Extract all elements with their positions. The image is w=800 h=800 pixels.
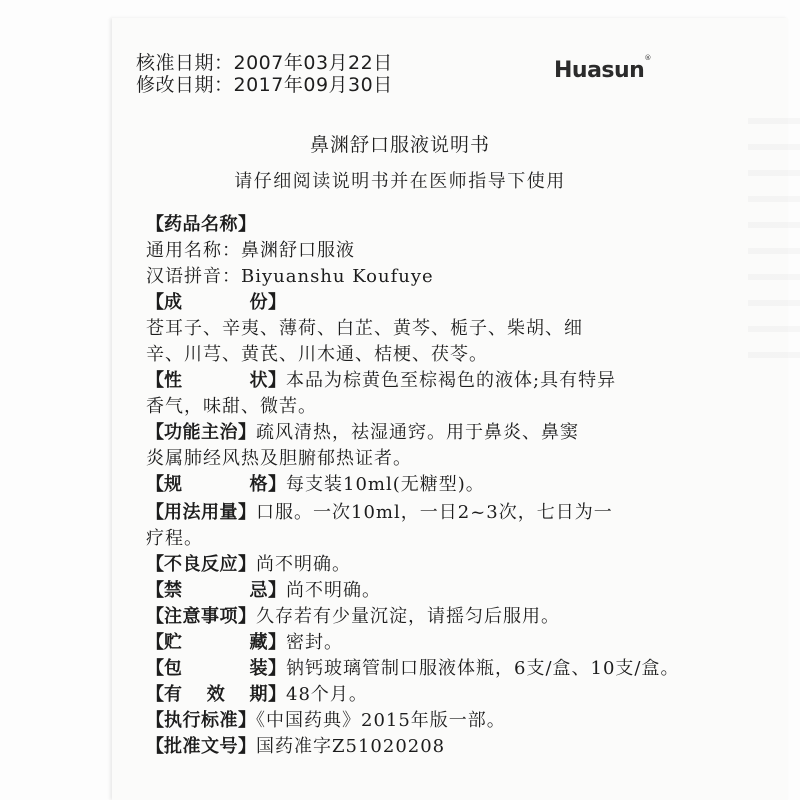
approval-date: 核准日期：2007年03月22日 [136,52,393,74]
expiry-row: 【 有 效 期 】48个月。 [146,684,368,705]
precautions-row: 【注意事项】久存若有少量沉淀，请摇匀后服用。 [146,606,560,627]
spec-value: 每支装10ml(无糖型)。 [286,474,485,495]
appearance-row: 【 性 状 】本品为棕黄色至棕褐色的液体;具有特异 [146,370,617,391]
ingredients-line-1: 苍耳子、辛夷、薄荷、白芷、黄芩、栀子、柴胡、细 [146,318,583,339]
package-row: 【 包 装 】钠钙玻璃管制口服液体瓶，6支/盒、10支/盒。 [146,658,680,679]
standard-value: 《中国药典》2015年版一部。 [256,710,506,731]
storage-row: 【 贮 藏 】密封。 [146,632,343,653]
document-subtitle: 请仔细阅读说明书并在医师指导下使用 [234,171,566,192]
brand-logo [554,54,651,83]
revision-date: 修改日期：2017年09月30日 [136,74,393,96]
generic-name: 通用名称：鼻渊舒口服液 [146,240,355,261]
dosage-row: 【用法用量】口服。一次10ml，一日2~3次，七日为一 [146,502,613,523]
contra-row: 【 禁 忌 】尚不明确。 [146,580,381,601]
ingredients-line-2: 辛、川芎、黄芪、川木通、桔梗、茯苓。 [146,344,488,365]
spec-row: 【 规 格 】每支装10ml(无糖型)。 [146,474,485,495]
indications-value: 疏风清热，祛湿通窍。用于鼻炎、鼻窦 [256,422,579,443]
precautions-value: 久存若有少量沉淀，请摇匀后服用。 [256,606,560,627]
appearance-value: 本品为棕黄色至棕褐色的液体;具有特异 [286,370,617,391]
drug-name-heading: 【药品名称】 [146,214,256,235]
adverse-value: 尚不明确。 [256,554,351,575]
indications-row: 【功能主治】疏风清热，祛湿通窍。用于鼻炎、鼻窦 [146,422,579,443]
document-title: 鼻渊舒口服液说明书 [309,134,490,156]
storage-value: 密封。 [286,632,343,653]
contra-value: 尚不明确。 [286,580,381,601]
date-block [136,52,393,96]
approval-number-value: 国药准字Z51020208 [256,736,446,757]
bleed-through [748,118,800,378]
ingredients-heading: 【 成 份 】 [146,292,286,313]
adverse-row: 【不良反应】尚不明确。 [146,554,351,575]
pinyin-name: 汉语拼音：Biyuanshu Koufuye [146,266,434,287]
indications-line-2: 炎属肺经风热及胆腑郁热证者。 [146,448,412,469]
registered-mark: ® [644,54,651,62]
expiry-value: 48个月。 [286,684,368,705]
dosage-line-2: 疗程。 [146,528,203,549]
appearance-line-2: 香气，味甜、微苦。 [146,396,317,417]
package-value: 钠钙玻璃管制口服液体瓶，6支/盒、10支/盒。 [286,658,680,679]
approval-number-row: 【批准文号】国药准字Z51020208 [146,736,446,757]
logo-text: Huasun [554,58,645,83]
dosage-value: 口服。一次10ml，一日2~3次，七日为一 [256,502,613,523]
standard-row: 【执行标准】《中国药典》2015年版一部。 [146,710,506,731]
